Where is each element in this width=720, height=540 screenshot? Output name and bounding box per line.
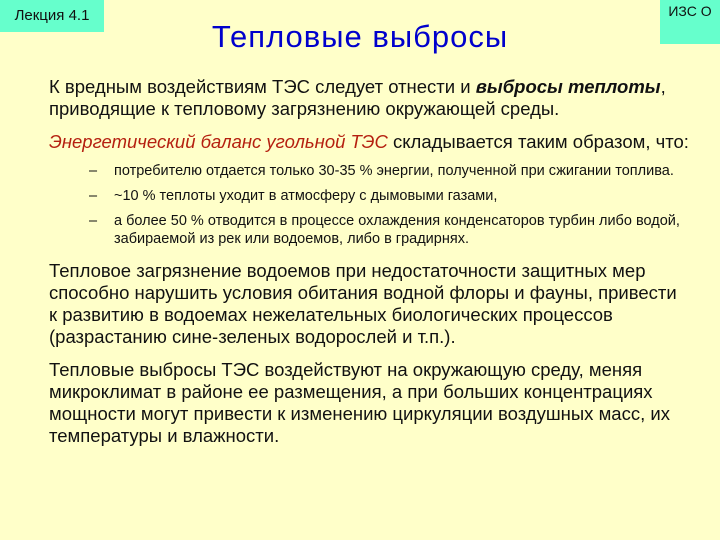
intro-emphasis: выбросы теплоты	[475, 76, 661, 97]
intro-text-end: , приводящие к тепловому загрязнению окружающей среды.	[49, 76, 666, 119]
list-item-text: потребителю отдается только 30-35 % энергии, полученной при сжигании топлива.	[114, 163, 674, 179]
paragraph-balance	[49, 131, 689, 153]
balance-list	[49, 162, 689, 248]
list-item	[89, 187, 689, 205]
slide-body	[49, 76, 689, 458]
paragraph-climate-impact: Тепловые выбросы ТЭС воздействуют на окружающую среду, меняя микроклимат в районе ее размещения, а при больших концентрациях мощности могут привести к изменению циркуляции воздушных масс, их температуры и влажности.	[49, 359, 670, 446]
balance-text: складывается таким образом, что:	[387, 131, 689, 152]
paragraph-intro	[49, 76, 689, 120]
dash-icon: –	[89, 188, 98, 204]
lecture-tag: Лекция 4.1	[0, 0, 104, 32]
slide-title: Тепловые выбросы	[211, 19, 509, 54]
list-item-text: а более 50 % отводится в процессе охлаждения конденсаторов турбин либо водой, забираемой из рек или водоемов, либо в градирнях.	[114, 213, 680, 247]
dash-icon: –	[89, 163, 98, 179]
list-item-text: ~10 % теплоты уходит в атмосферу с дымовыми газами,	[114, 188, 498, 204]
list-item	[89, 162, 689, 180]
course-tag: ИЗС О	[660, 0, 720, 44]
list-item	[89, 212, 689, 248]
intro-text: К вредным воздействиям ТЭС следует отнести и	[49, 76, 476, 97]
dash-icon: –	[89, 213, 98, 229]
balance-highlight: Энергетический баланс угольной ТЭС	[49, 131, 388, 152]
paragraph-water-pollution: Тепловое загрязнение водоемов при недостаточности защитных мер способно нарушить условия обитания водной флоры и фауны, привести к развитию в водоемах нежелательных биологических процессов (разрастанию сине-зеленых водорослей и т.п.).	[49, 260, 677, 347]
